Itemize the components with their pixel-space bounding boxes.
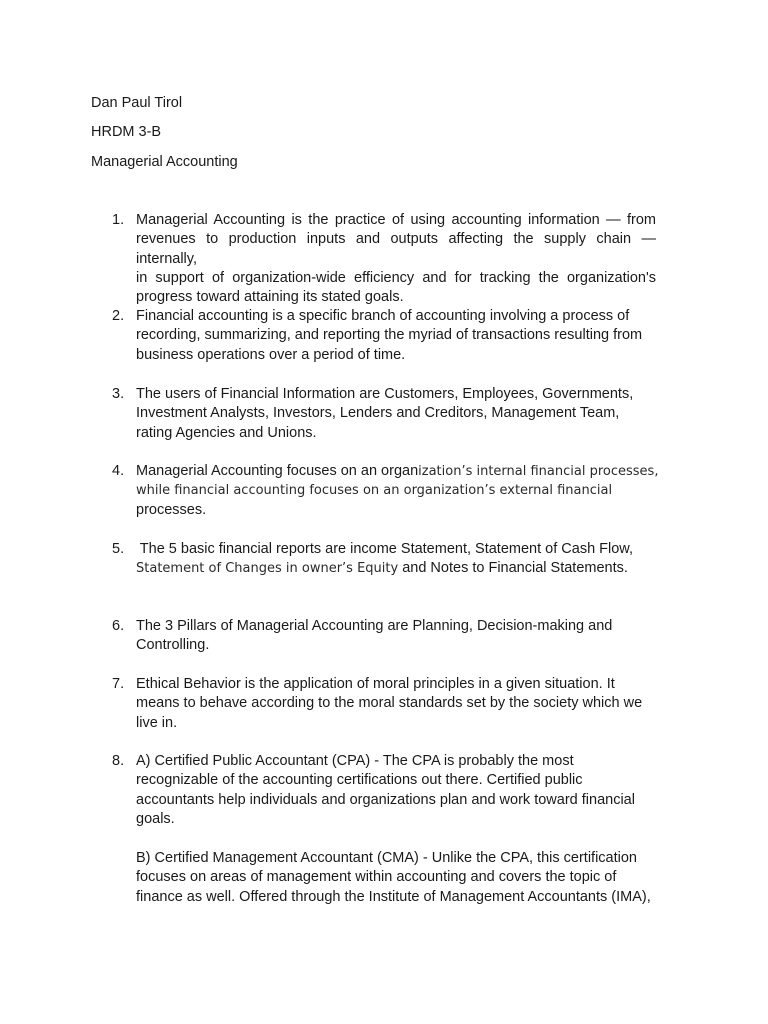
text-line: live in. <box>136 714 178 731</box>
text-line: accountants help individuals and organizations plan and work toward financial <box>136 791 635 808</box>
text-line: revenues to production inputs and outputs affecting the supply chain — internally, <box>136 231 656 267</box>
text-line: Investment Analysts, Investors, Lenders and Creditors, Management Team, <box>136 405 620 422</box>
item-number: 8. <box>112 753 125 769</box>
text-line: business operations over a period of time. <box>136 346 406 363</box>
item-text <box>136 462 659 520</box>
item-number: 4. <box>112 463 125 479</box>
item-number: 5. <box>112 541 125 557</box>
text-line: Financial accounting is a specific branch of accounting involving a process of <box>136 308 630 324</box>
text-line: The 5 basic financial reports are income Statement, Statement of Cash Flow, <box>136 541 634 557</box>
text-line: A) Certified Public Accountant (CPA) - The CPA is probably the most <box>136 753 574 769</box>
subject-title: Managerial Accounting <box>91 154 238 170</box>
text-line: progress toward attaining its stated goals. <box>136 289 404 306</box>
text-line: The users of Financial Information are Customers, Employees, Governments, <box>136 386 634 402</box>
author-name: Dan Paul Tirol <box>91 95 183 111</box>
text-line <box>136 462 659 481</box>
item-text <box>136 385 656 443</box>
text-line: recording, summarizing, and reporting the myriad of transactions resulting from <box>136 327 643 344</box>
text-line: finance as well. Offered through the Institute of Management Accountants (IMA), <box>136 888 651 905</box>
text-line: Ethical Behavior is the application of moral principles in a given situation. It <box>136 676 615 692</box>
text-line: processes. <box>136 501 207 518</box>
item-text <box>136 849 656 907</box>
item-number: 2. <box>112 308 125 324</box>
text-line: Managerial Accounting is the practice of using accounting information — from <box>136 212 656 228</box>
text-line-light: while financial accounting focuses on an organization’s external financial <box>136 483 613 499</box>
item-text <box>136 211 656 307</box>
text-line: The 3 Pillars of Managerial Accounting are Planning, Decision-making and <box>136 618 613 634</box>
text-segment-light: Statement of Changes in owner’s Equity <box>136 561 399 577</box>
text-segment: Managerial Accounting focuses on an organ <box>136 463 419 479</box>
item-text <box>136 540 656 579</box>
text-line: B) Certified Management Accountant (CMA) - Unlike the CPA, this certification <box>136 850 637 866</box>
item-text <box>136 617 656 656</box>
text-line: focuses on areas of management within accounting and covers the topic of <box>136 869 617 886</box>
text-segment-light: ization’s internal financial processes, <box>418 464 659 479</box>
text-line: rating Agencies and Unions. <box>136 424 317 441</box>
text-line: Controlling. <box>136 637 210 654</box>
text-line <box>136 559 656 578</box>
text-line: in support of organization-wide efficiency and for tracking the organization's <box>136 269 656 286</box>
class-section: HRDM 3-B <box>91 124 162 140</box>
item-text <box>136 752 656 829</box>
item-number: 3. <box>112 386 125 402</box>
text-line: recognizable of the accounting certifications out there. Certified public <box>136 772 583 789</box>
text-segment: and Notes to Financial Statements. <box>398 560 628 577</box>
item-number: 1. <box>112 212 125 228</box>
text-line: goals. <box>136 810 175 827</box>
item-text <box>136 675 656 733</box>
item-number: 7. <box>112 676 125 692</box>
text-line: means to behave according to the moral standards set by the society which we <box>136 695 643 712</box>
item-number: 6. <box>112 618 125 634</box>
item-text <box>136 307 656 365</box>
